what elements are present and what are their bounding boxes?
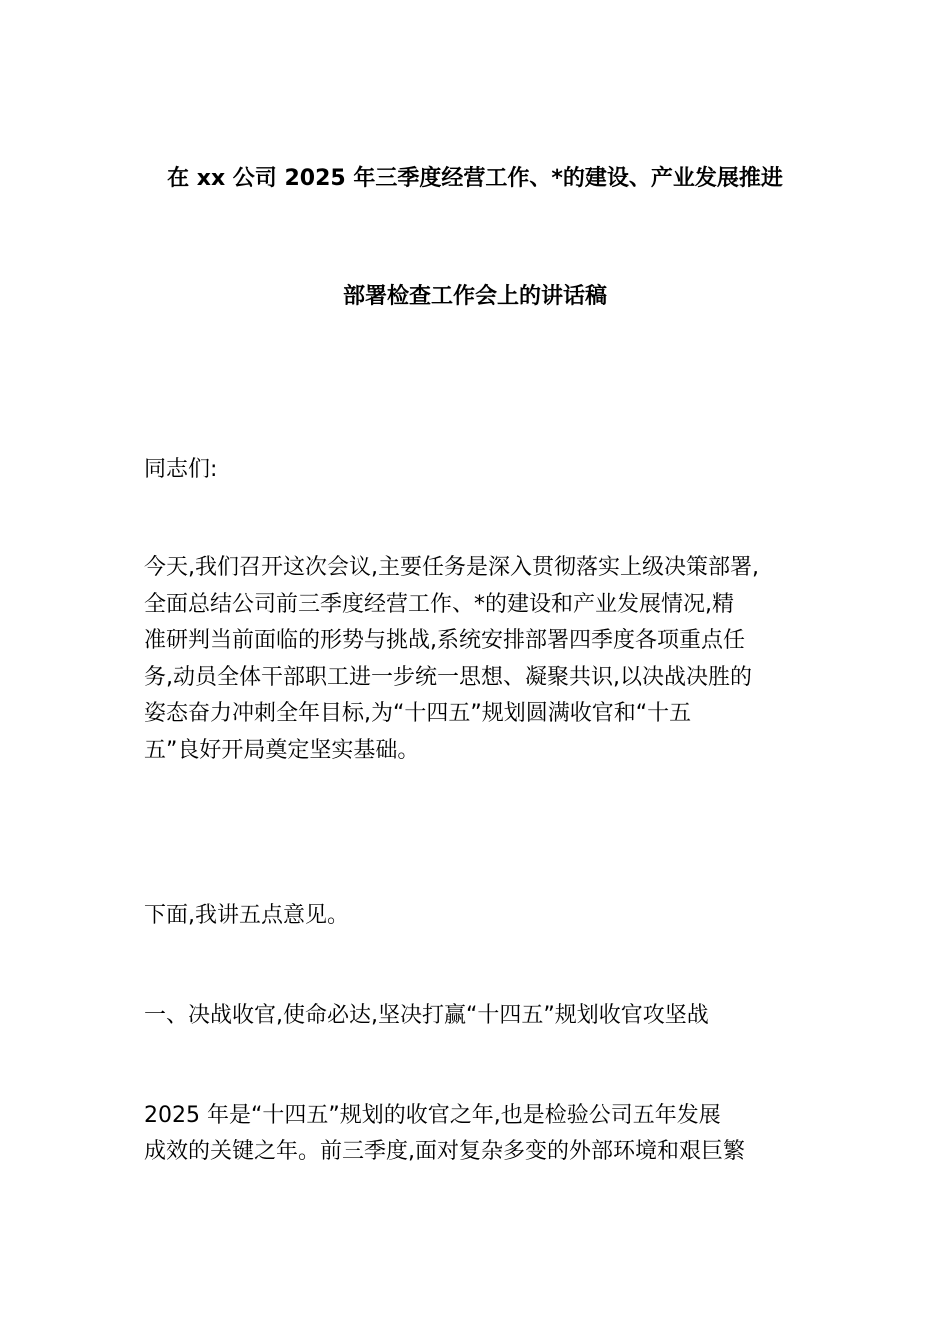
document-title-line-1: 在 xx 公司 2025 年三季度经营工作、*的建设、产业发展推进 <box>167 166 783 191</box>
document-title-line-2: 部署检查工作会上的讲话稿 <box>342 284 607 309</box>
paragraph-line: 成效的关键之年。前三季度,面对复杂多变的外部环境和艰巨繁 <box>144 1139 745 1164</box>
paragraph-line: 五”良好开局奠定坚实基础。 <box>144 737 420 763</box>
greeting: 同志们: <box>144 457 218 482</box>
paragraph-section-1 <box>144 1098 810 1170</box>
paragraph-intro-points: 下面,我讲五点意见。 <box>144 903 349 928</box>
paragraph-line: 今天,我们召开这次会议,主要任务是深入贯彻落实上级决策部署, <box>144 555 759 580</box>
paragraph-line: 务,动员全体干部职工进一步统一思想、凝聚共识,以决战决胜的 <box>144 664 752 690</box>
paragraph-line: 全面总结公司前三季度经营工作、*的建设和产业发展情况,精 <box>144 591 734 617</box>
paragraph-line: 准研判当前面临的形势与挑战,系统安排部署四季度各项重点任 <box>144 628 745 653</box>
paragraph-line: 2025 年是“十四五”规划的收官之年,也是检验公司五年发展 <box>144 1103 721 1128</box>
paragraph-opening <box>144 550 810 769</box>
paragraph-line: 姿态奋力冲刺全年目标,为“十四五”规划圆满收官和“十五 <box>144 701 692 726</box>
section-heading-1: 一、决战收官,使命必达,坚决打赢“十四五”规划收官攻坚战 <box>144 1003 709 1028</box>
